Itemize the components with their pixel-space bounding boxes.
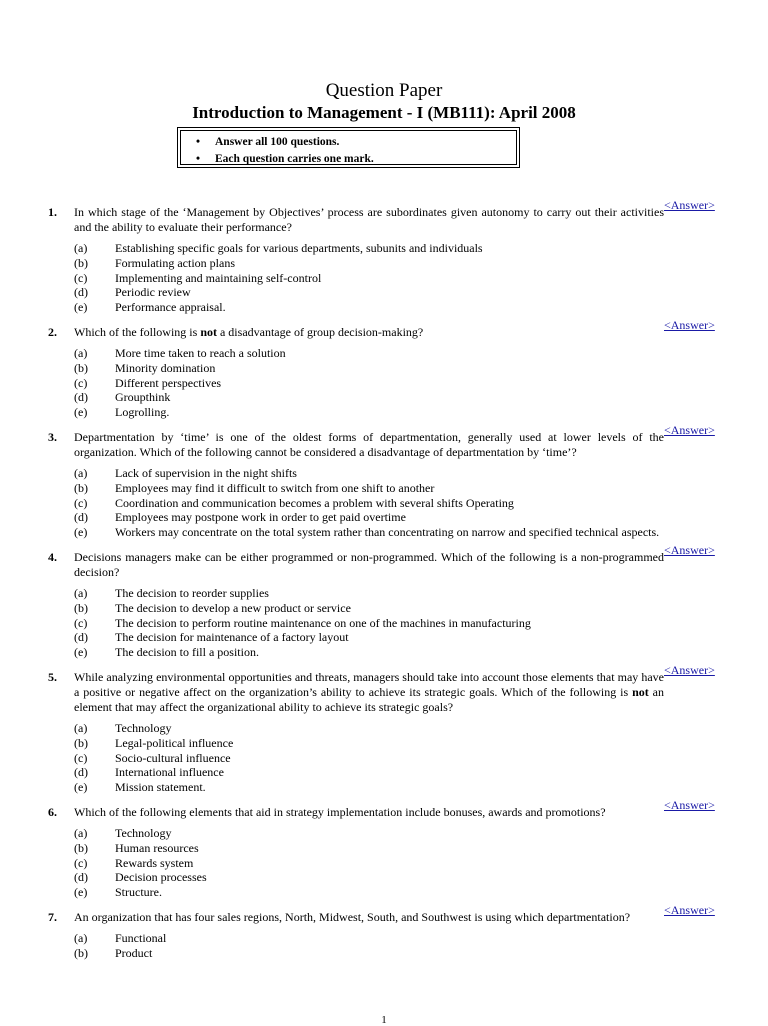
option-item [74,630,724,645]
option-text: Socio-cultural influence [115,750,231,765]
option-text: Lack of supervision in the night shifts [115,465,297,480]
question-item [44,423,724,540]
page-number: 1 [381,1014,387,1026]
option-text: Minority domination [115,360,216,375]
question-text [74,543,664,580]
question-text-segment: Departmentation by ‘time’ is one of the oldest forms of departmentation, generally used at lower levels of the organization. Which of the following cannot be considered a disadvantage of departmentation by ‘time’? [74,429,664,459]
option-text: The decision to perform routine maintenance on one of the machines in manufacturing [115,615,531,630]
option-item [74,466,724,481]
instruction-item [181,134,516,151]
option-list [74,721,724,795]
option-label: (b) [74,360,88,375]
option-label: (e) [74,645,88,660]
option-text: Human resources [115,840,199,855]
question-text [74,198,664,235]
option-label: (d) [74,630,88,645]
option-label: (e) [74,405,88,420]
option-label: (d) [74,285,88,300]
answer-link[interactable]: <Answer> [664,797,715,812]
option-text: The decision for maintenance of a factory layout [115,630,349,645]
option-label: (c) [74,495,88,510]
option-item [74,525,724,540]
option-label: (c) [74,855,88,870]
option-text: Logrolling. [115,405,170,420]
option-text: Employees may find it difficult to switch from one shift to another [115,480,435,495]
option-text: More time taken to reach a solution [115,345,286,360]
option-label: (c) [74,270,88,285]
option-label: (d) [74,870,88,885]
option-item [74,721,724,736]
option-text: Product [115,945,153,960]
option-item [74,645,724,660]
option-item [74,510,724,525]
option-item [74,405,724,420]
option-label: (a) [74,930,88,945]
option-label: (e) [74,525,88,540]
answer-link[interactable]: <Answer> [664,902,715,917]
option-item [74,780,724,795]
question-number: 3. [48,429,57,444]
option-label: (b) [74,255,88,270]
bullet-icon: • [195,153,201,165]
question-number: 7. [48,909,57,924]
instructions-inner-box [180,130,517,165]
option-text: Establishing specific goals for various departments, subunits and individuals [115,241,483,255]
question-text-segment: Which of the following elements that aid in strategy implementation include bonuses, awards and promotions? [74,804,606,819]
option-item [74,376,724,391]
page-title: Question Paper [325,80,443,101]
option-text: Periodic review [115,285,191,300]
answer-link[interactable]: <Answer> [664,662,715,677]
question-text [74,663,664,715]
option-list [74,586,724,660]
option-text: Legal-political influence [115,735,234,750]
question-text [74,318,664,340]
option-label: (c) [74,750,88,765]
question-text-emphasis: not [632,684,649,699]
option-label: (e) [74,885,88,900]
question-number: 6. [48,804,57,819]
question-number: 4. [48,549,57,564]
option-text: Workers may concentrate on the total system rather than concentrating on narrow and specified technical aspects. [115,525,660,540]
option-item [74,751,724,766]
option-item [74,841,724,856]
option-item [74,586,724,601]
question-text [74,423,664,460]
question-text-segment: Which of the following is [74,324,201,339]
option-text: Technology [115,825,172,840]
answer-link[interactable]: <Answer> [664,317,715,332]
option-text: Formulating action plans [115,255,235,270]
option-item [74,946,724,961]
answer-link[interactable]: <Answer> [664,198,715,212]
option-item [74,931,724,946]
question-text-emphasis: not [200,324,217,339]
option-text: International influence [115,765,224,780]
instruction-item [181,151,516,168]
option-label: (b) [74,735,88,750]
option-text: Implementing and maintaining self-control [115,270,322,285]
option-list [74,931,724,961]
question-text [74,903,664,925]
answer-link[interactable]: <Answer> [664,542,715,557]
option-item [74,390,724,405]
question-text-segment: a disadvantage of group decision-making? [216,324,424,339]
question-list [44,198,724,964]
option-label: (e) [74,780,88,795]
option-text: Functional [115,930,167,945]
question-item [44,543,724,660]
question-item [44,903,724,961]
option-label: (d) [74,510,88,525]
option-text: Technology [115,720,172,735]
question-item [44,663,724,795]
option-label: (a) [74,465,88,480]
option-item [74,826,724,841]
page-subtitle: Introduction to Management - I (MB111): April 2008 [192,103,576,122]
option-item [74,361,724,376]
option-item [74,256,724,271]
question-text-segment: An organization that has four sales regions, North, Midwest, South, and Southwest is using which departmentation? [74,909,631,924]
option-label: (c) [74,375,88,390]
question-number: 2. [48,324,57,339]
question-item [44,198,724,315]
question-text-segment: While analyzing environmental opportunities and threats, managers should take into account those elements that may have a positive or negative affect on the organization’s ability to achieve its strategic goals. Which of the following is [74,669,664,699]
option-item [74,271,724,286]
option-text: The decision to fill a position. [115,645,259,660]
option-text: Performance appraisal. [115,300,226,315]
bullet-icon: • [195,136,201,148]
option-label: (b) [74,945,88,960]
option-item [74,736,724,751]
option-label: (b) [74,840,88,855]
option-label: (e) [74,300,88,315]
option-text: Decision processes [115,870,207,885]
question-text-segment: Decisions managers make can be either programmed or non-programmed. Which of the following is a non-programmed decision? [74,549,664,579]
question-item [44,798,724,900]
option-item [74,346,724,361]
option-item [74,496,724,511]
question-item [44,318,724,420]
option-list [74,241,724,315]
option-label: (a) [74,241,88,255]
question-number: 5. [48,669,57,684]
question-text-segment: an element that may affect the organizational ability to achieve its strategic goals? [74,684,664,714]
answer-link[interactable]: <Answer> [664,422,715,437]
option-label: (a) [74,720,88,735]
option-text: Groupthink [115,390,171,405]
option-text: The decision to develop a new product or service [115,600,351,615]
option-list [74,466,724,540]
option-item [74,601,724,616]
option-text: The decision to reorder supplies [115,585,269,600]
option-item [74,885,724,900]
option-label: (d) [74,765,88,780]
option-text: Employees may postpone work in order to get paid overtime [115,510,406,525]
option-item [74,856,724,871]
option-label: (a) [74,345,88,360]
option-item [74,870,724,885]
instruction-text: Each question carries one mark. [215,153,374,165]
instruction-text: Answer all 100 questions. [215,136,340,148]
question-text-segment: In which stage of the ‘Management by Objectives’ process are subordinates given autonomy to carry out their activities and the ability to evaluate their performance? [74,205,664,234]
option-text: Mission statement. [115,780,206,795]
option-text: Coordination and communication becomes a problem with several shifts Operating [115,495,514,510]
option-item [74,300,724,315]
option-label: (a) [74,585,88,600]
option-item [74,481,724,496]
option-label: (d) [74,390,88,405]
question-text [74,798,664,820]
option-list [74,826,724,900]
option-label: (b) [74,480,88,495]
option-item [74,285,724,300]
option-label: (a) [74,825,88,840]
option-item [74,765,724,780]
option-text: Rewards system [115,855,194,870]
option-text: Different perspectives [115,375,222,390]
option-item [74,616,724,631]
option-label: (c) [74,615,88,630]
instructions-box [177,127,520,168]
option-text: Structure. [115,885,162,900]
question-number: 1. [48,205,57,219]
option-label: (b) [74,600,88,615]
option-item [74,241,724,256]
option-list [74,346,724,420]
